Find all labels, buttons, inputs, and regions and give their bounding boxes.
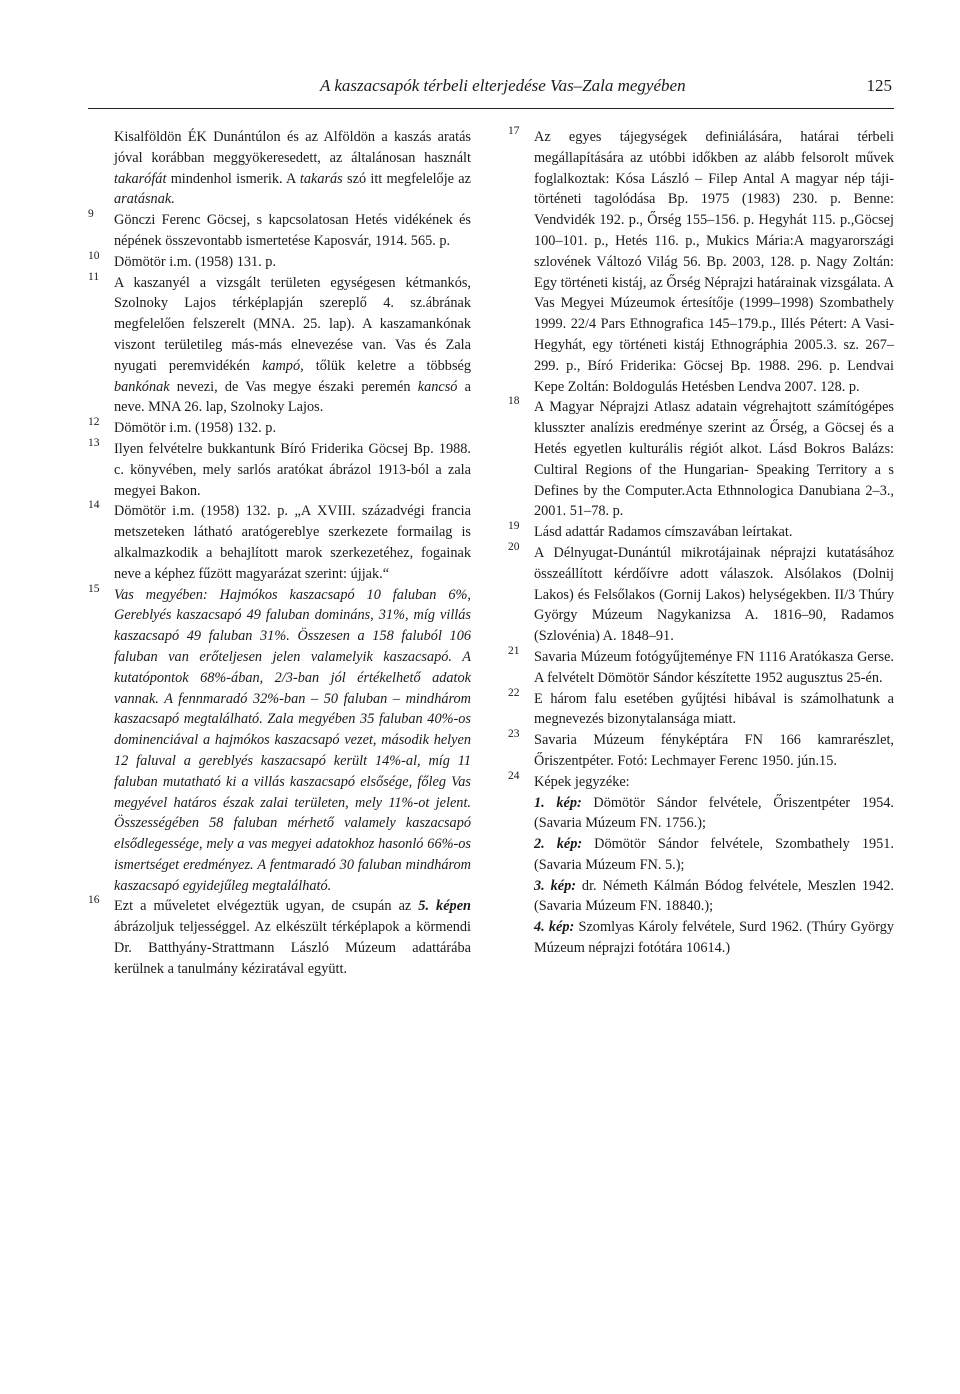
footnote-number: 21 <box>508 644 520 657</box>
footnote-13 <box>88 436 471 501</box>
footnote-14 <box>88 501 471 584</box>
footnote-number: 17 <box>508 125 520 137</box>
footnote-text: Dömötör i.m. (1958) 132. p. „A XVIII. századvégi francia metszeteken látható aratógereblye szerkezete formailag is alkalmazkodik a behajlított marok szerkezetéhez, fogainak neve a képhez fűzött magyarázat szerint: újjak.“ <box>114 503 471 582</box>
footnote-text: Ezt a műveletet elvégeztük ugyan, de csupán az 5. képen ábrázoljuk teljességgel. Az elkészült térképlapok a körmendi Dr. Batthyány-Strattmann László Múzeum adattárába kerülnek a tanulmány kéziratával együtt. <box>114 898 471 977</box>
image-list-item-3: 3. kép: dr. Németh Kálmán Bódog felvétele, Meszlen 1942. (Savaria Múzeum FN. 18840.); <box>534 877 895 915</box>
footnote-18 <box>508 397 894 522</box>
footnote-text: Dömötör i.m. (1958) 131. p. <box>114 253 277 270</box>
footnote-text: Vas megyében: Hajmókos kaszacsapó 10 faluban 6%, Gereblyés kaszacsapó 49 faluban domináns, 31%, míg villás kaszacsapó 49 faluban 31%. Összesen a 158 faluból 106 faluban van erőteljesen jelen valamelyik kaszacsapó. A kutatópontok 68%-ában, 2/3-ban jól értékelhető adatok vannak. A fennmaradó 32%-ban – 50 faluban – mindhárom kaszacsapó megtalálható. Zala megyében 35 faluban 40%-os dominenciával a hajmókos kaszacsapó vezet, második helyen 12 faluval a gereblyés kaszacsapó került 14%-al, míg 11 faluban mutatható ki a villás kaszacsapó elsősége, főleg Vas megyével határos észak zalai területen, mely 11%-ot jelent. Összességében 58 faluban mérhető valamely kaszacsapó elsődlegessége, mely a vas megyei adatokhoz hasonló 66%-os ismertséget eredményez. A fentmaradó 30 faluban mindhárom kaszacsapó egyidejűleg megtalálható. <box>114 586 471 894</box>
image-list-item-2: 2. kép: Dömötör Sándor felvétele, Szombathely 1951. (Savaria Múzeum FN. 5.); <box>534 836 894 873</box>
footnote-20 <box>508 540 894 647</box>
footnote-text: A kaszanyél a vizsgált területen egységesen kétmankós, Szolnoky Lajos térképlapján szereplő 4. sz.ábrának megfelelően felszerelt (MNA. 25. lap). A kaszamankónak viszont területileg más-más elnevezése van. Vas és Zala nyugati peremvidékén kampó, tőlük keletre a többség bankónak nevezi, de Vas megye északi peremén kancsó a neve. MNA 26. lap, Szolnoky Lajos. <box>114 274 471 416</box>
footnote-text: Savaria Múzeum fényképtára FN 166 kamrarészlet, Őriszentpéter. Fotó: Lechmayer Ferenc 1950. jún.15. <box>534 732 894 769</box>
footnote-number: 14 <box>88 499 100 512</box>
footnote-number: 11 <box>88 270 100 283</box>
footnote-number: 18 <box>508 395 520 408</box>
footnote-number: 13 <box>88 436 100 449</box>
footnote-19 <box>508 522 894 543</box>
footnote-text: Képek jegyzéke: <box>534 773 630 790</box>
footnote-text: Savaria Múzeum fotógyűjteménye FN 1116 Aratókasza Gerse. A felvételt Dömötör Sándor készítette 1952 augusztus 25-én. <box>534 648 894 686</box>
page-number: 125 <box>866 76 892 95</box>
footnote-number: 22 <box>508 686 520 699</box>
footnote-number: 15 <box>88 582 100 595</box>
image-list-item-1: 1. kép: Dömötör Sándor felvétele, Őriszentpéter 1954. (Savaria Múzeum FN. 1756.); <box>534 794 894 832</box>
footnote-text: E három falu esetében gyűjtési hibával is számolhatunk a megnevezés bizonytalansága miatt. <box>534 690 894 728</box>
footnote-12 <box>88 418 471 439</box>
footnote-text: Az egyes tájegységek definiálására, határai térbeli megállapítására az utóbbi időkben az alább felsorolt művek foglalkoztak: Kósa László – Filep Antal A magyar nép táji-történeti tagolódása Bp. 1975 (1983) 230. p. Benne: Vendvidék 192. p., Őrség 155–156. p. Hegyhát 115. p.,Göcsej 100–101. p., Hetés 116. p., Mukics Mária:A magyarországi szlovének Változó Világ 56. Bp. 2003, 128. p. Nagy Zoltán: Egy történeti kistáj, az Őrség Néprajzi határainak vizsgálata. A Vas Megyei Múzeumok értesítője (1999–1998) Szombathely 1999. 22/4 Pars Ethnografica 145–179.p., Illés Pétert: A Vasi-Hegyhát, egy történeti kistáj Ethnográphia 2005.3. sz. 267–299. p., Bíró Friderika: Göcsej Bp. 1988. 296. p. Lendvai Kepe Zoltán: Boldogulás Hetésben Lendva 2007. 128. p. <box>534 129 894 395</box>
right-column <box>508 127 894 959</box>
footnote-11 <box>88 270 471 419</box>
footnote-15 <box>88 582 471 897</box>
footnote-number: 20 <box>508 540 520 553</box>
footnote-17 <box>508 127 894 397</box>
footnote-9 <box>88 210 471 252</box>
footnote-number: 12 <box>88 416 100 429</box>
footnote-text: Ilyen felvételre bukkantunk Bíró Friderika Göcsej Bp. 1988. c. könyvében, mely sarlós aratókat ábrázol 1913-ból a zala megyei Bakon. <box>114 440 471 499</box>
footnote-number: 19 <box>508 520 520 533</box>
image-list-item-4: 4. kép: Szomlyas Károly felvétele, Surd 1962. (Thúry György Múzeum néprajzi fotótára 10614.) <box>534 919 894 957</box>
footnote-16 <box>88 896 471 979</box>
footnote-23 <box>508 730 894 772</box>
footnote-10 <box>88 249 471 273</box>
footnote-number: 24 <box>508 769 520 782</box>
footnote-number: 10 <box>88 249 100 262</box>
footnote-continuation: Kisalföldön ÉK Dunántúlon és az Alföldön a kaszás aratás jóval korábban meggyökeresedett, az általánosan használt takarófát mindenhol ismerik. A takarás szó itt megfelelője az aratásnak. <box>114 129 471 208</box>
footnote-text: A Magyar Néprajzi Atlasz adatain végrehajtott számítógépes klusszter analízis eredménye szerint az Őrség, a Göcsej és a Hetés egyetlen kulturális régiót alkot. Lásd Bokros Balázs: Cultiral Regions of the Hungarian- Speaking Territory a s Defines by the Computer.Acta Ethnnologica Danubiana 2–3., 2001. 51–78. p. <box>534 399 894 520</box>
header-rule <box>88 108 894 109</box>
footnote-text: A Délnyugat-Dunántúl mikrotájainak néprajzi kutatásához összeállított kérdőívre adott válaszok. Alsólakos (Dolnij Lakos) és Felsőlakos (Gornij Lakos) helységekben. II/3 Thúry György Múzeum Nagykanizsa A. 1816–90, Radamos (Szlovénia) A. 1848–91. <box>534 544 894 645</box>
footnote-24 <box>508 769 894 793</box>
footnote-text: Dömötör i.m. (1958) 132. p. <box>114 420 277 437</box>
footnote-text: Gönczi Ferenc Göcsej, s kapcsolatosan Hetés vidékének és népének összevontabb ismertetése Kaposvár, 1914. 565. p. <box>114 212 471 249</box>
footnote-number: 23 <box>508 728 520 741</box>
running-header-title: A kaszacsapók térbeli elterjedése Vas–Zala megyében <box>320 76 686 95</box>
footnote-number: 16 <box>88 894 100 907</box>
footnote-21 <box>508 644 894 689</box>
left-column <box>88 127 471 980</box>
footnote-text: Lásd adattár Radamos címszavában leírtakat. <box>534 524 793 541</box>
footnote-number: 9 <box>88 208 94 221</box>
footnote-22 <box>508 686 894 731</box>
